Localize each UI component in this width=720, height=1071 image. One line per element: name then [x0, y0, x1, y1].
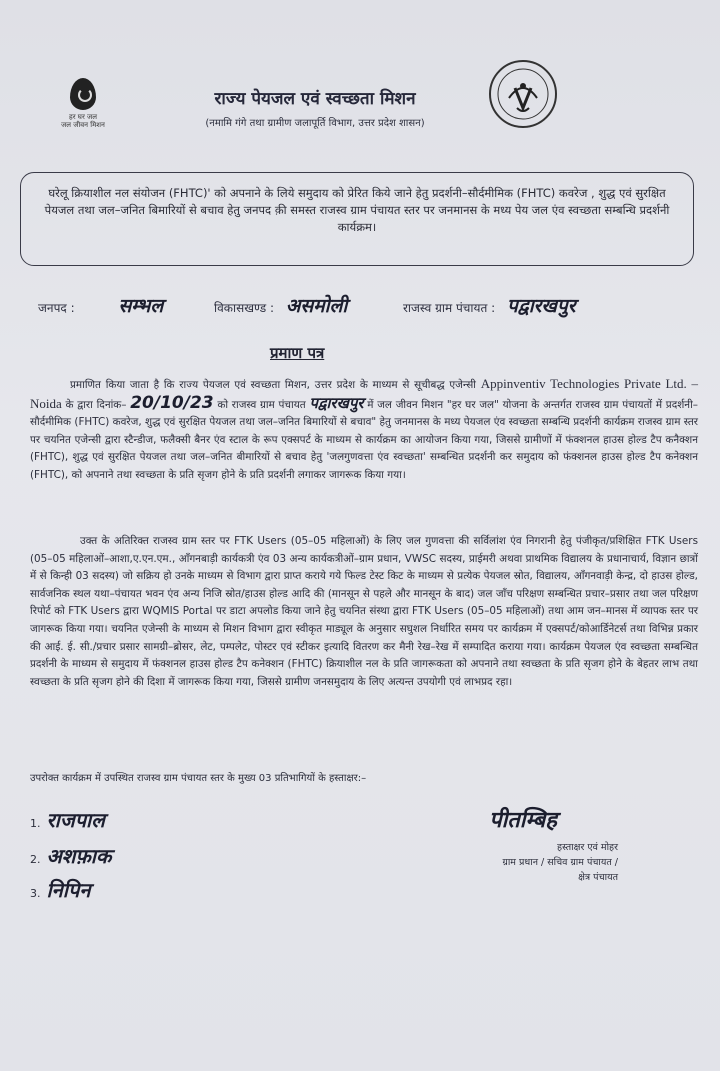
uttar-pradesh-seal-icon	[487, 58, 559, 130]
signature-number: 3.	[30, 887, 41, 900]
signature-name: राजपाल	[46, 808, 105, 832]
para1-text-a: प्रमाणित किया जाता है कि राज्य पेयजल एवं स्वच्छता मिशन, उत्तर प्रदेश के माध्यम से सूचीबद्ध एजेन्सी	[70, 379, 476, 391]
signatures-intro: उपरोक्त कार्यक्रम में उपस्थित राजस्व ग्राम पंचायत स्तर के मुख्य 03 प्रतिभागियों के हस्ताक्षर:–	[30, 773, 367, 784]
para1-text-d: में जल जीवन मिशन "हर घर जल" योजना के अन्तर्गत राजस्व ग्राम पंचायतों में प्रदर्शनी–सौर्दमीमिक (FHTC) कवरेज, शुद्ध एवं सुरक्षित पेयजल तथा जल–जनित बिमारियों से बचाव" हेतु जनमानस के मध्य पेयजल एंव स्वच्छता सम्बन्धि प्रदर्शनी कार्यक्रम राजस्व ग्राम स्तर पर चयनित एजेन्सी द्वारा स्टैन्डीज, फलैक्सी बैनर एंव स्टाल के रूप एक्सपर्ट के माध्यम से कार्यक्रम का आयोजन किया गया, जिससे ग्रामीणों में फंक्शनल हाउस होल्ड टैप कनैक्शन (FHTC), शुद्ध एवं सुरक्षित पेयजल तथा जल–जनित बीमारियों से बचाव हेतु 'जलगुणवत्ता एंव स्वच्छता' सम्बन्धित प्रदर्शनी कर समुदाय को फंक्शनल हाउस होल्ड टैप कनेक्शन (FHTC), को अपनाने तथा स्वच्छता के प्रति सृजग होने के प्रति प्रदर्शनी लगाकर जागरूक किया गया।	[30, 398, 698, 481]
program-date: 20/10/23	[130, 392, 214, 413]
gram-panchayat-field	[403, 292, 576, 318]
logo-caption: हर घर जल जल जीवन मिशन	[61, 113, 105, 129]
signature-name: निपिन	[46, 878, 91, 902]
participant-signature-3	[30, 876, 90, 903]
participant-signature-2	[30, 842, 111, 869]
gram-panchayat-value: पद्वारखपुर	[506, 295, 576, 317]
har-ghar-jal-logo	[48, 78, 118, 129]
certificate-title: प्रमाण पत्र	[270, 344, 325, 362]
mission-title: राज्य पेयजल एवं स्वच्छता मिशन	[214, 89, 416, 109]
officer-signature-block	[428, 804, 618, 885]
program-description-box	[20, 172, 694, 266]
signature-number: 1.	[30, 817, 41, 830]
village-name: पद्वारखपुर	[309, 393, 364, 412]
para1-text-c: को राजस्व ग्राम पंचायत	[217, 398, 306, 411]
paragraph-1	[30, 375, 698, 485]
paragraph-2: उक्त के अतिरिक्त राजस्व ग्राम स्तर पर FTK Users (05–05 महिलाओं) के लिए जल गुणवत्ता की सर्विलांश एंव निगरानी हेतु पंजीकृत/प्रशिक्षित FTK Users (05–05 महिलाओं–आशा,ए.एन.एम., आँगनबाड़ी कार्यकत्री एंव 03 अन्य कार्यकत्रीओं–ग्राम प्रधान, VWSC सदस्य, प्राईमरी अथवा प्राथमिक विद्यालय के प्रधानाचार्य, विज्ञान छात्रों में से किन्ही 03 सदस्य) जो सक्रिय हो उनके माध्यम से विभाग द्वारा प्राप्त कराये गये फिल्ड टेस्ट किट के माध्यम से प्रत्येक पेयजल स्रोत, विद्यालय, आँगनवाड़ी केन्द्र, दो हाउस होल्ड, सार्वजनिक स्थल यथा–पंचायत भवन एंव अन्य निजि स्रोत/हाउस होल्ड आदि की (मानसून से पहले और मानसून के बाद) जल जाँच परिक्षण सम्बन्धित प्रचार–प्रसार तथा जल परिक्षण रिपोर्ट को FTK Users द्वारा WQMIS Portal पर डाटा अपलोड किया जाने हेतु चयनित संस्था द्वारा FTK Users (05–05 महिलाओं) तथा आम जन–मानस में व्यापक स्तर पर जागरूक किया गया। चयनित एजेन्सी के माध्यम से मिशन विभाग द्वारा स्वीकृत माड्यूल के अनुसार सघुशल निर्धारित समय पर कार्यक्रम में एक्सपर्ट/कोआर्डिनेटर्स तथा विभिन्न प्रकार की आई. ई. सी./प्रचार प्रसार सामग्री–ब्रोसर, लेट, पम्पलेट, पोस्टर एवं स्टीकर इत्यादि वितरण कर मैनी रेख–रेख में सम्पादित कराया गया। कार्यक्रम पेयजल एंव स्वच्छता सम्बन्धित प्रदर्शनी के माध्यम से समुदाय में फंक्शनल हाउस होल्ड टैप कनेक्शन (FHTC) क्रियाशील नल के प्रति जागरूकता को अपनाने तथा स्वच्छता के प्रति सृजग होने के बेहतर लाभ तथा स्वच्छता के प्रति सृजग होने की दिशा में जागरूक किया गया, जिससे ग्रामीण जनसमुदाय के लिए अत्यन्त उपयोगी एवं लाभप्रद रहा।	[30, 535, 698, 688]
block-label: विकासखण्ड :	[214, 301, 275, 315]
block-value: असमोली	[285, 295, 348, 317]
program-description: घरेलू क्रियाशील नल संयोजन (FHTC)' को अपनाने के लिये समुदाय को प्रेरित किये जाने हेतु प्रदर्शनी–सौर्दमीमिक (FHTC) कवरेज , शुद्ध एवं सुरक्षित पेयजल तथा जल–जनित बिमारियों से बचाव हेतु जनपद क़ी समस्त राजस्व ग्राम पंचायत स्तर पर जनमानस के मध्य पेय जल एंव स्वच्छता सम्बन्धि प्रदर्शनी कार्यक्रम।	[44, 186, 670, 234]
signature-number: 2.	[30, 853, 41, 866]
gram-panchayat-label: राजस्व ग्राम पंचायत :	[403, 301, 496, 315]
block-field	[214, 292, 347, 318]
officer-label-line-1: हस्ताक्षर एवं मोहर	[557, 842, 618, 853]
district-label: जनपद :	[38, 301, 75, 315]
district-field	[38, 292, 163, 318]
water-drop-icon	[70, 78, 96, 110]
officer-label	[428, 840, 618, 885]
para1-text-b: के द्वारा दिनांक–	[65, 398, 127, 411]
mission-subtitle: (नमामि गंगे तथा ग्रामीण जलापूर्ति विभाग, उत्तर प्रदेश शासन)	[205, 118, 425, 129]
signature-name: अशफ़ाक	[46, 844, 112, 868]
officer-label-line-2: ग्राम प्रधान / सचिव ग्राम पंचायत /	[502, 857, 618, 868]
district-value: सम्भल	[118, 295, 164, 317]
participant-signature-1	[30, 806, 105, 833]
document-header	[150, 86, 480, 129]
officer-label-line-3: क्षेत्र पंचायत	[578, 872, 618, 883]
agency-name: Appinventiv Technologies Private Ltd. – Noida	[30, 376, 698, 411]
officer-signature: पीतम्बिह	[489, 808, 557, 833]
